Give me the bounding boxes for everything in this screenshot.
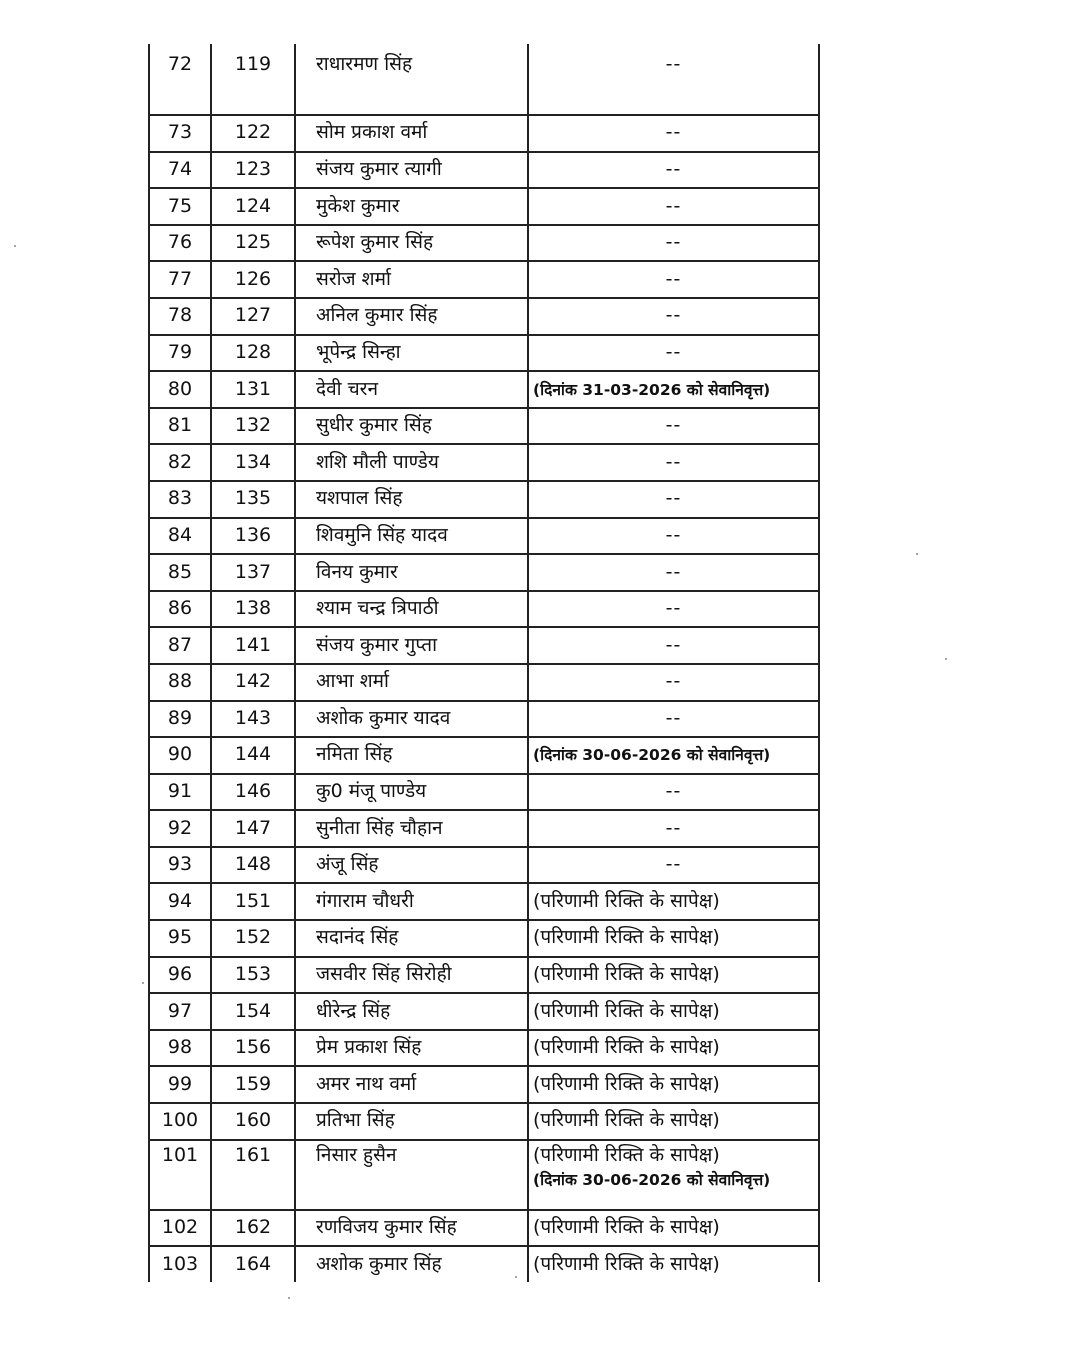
table-row — [149, 920, 819, 957]
remark-cell — [528, 701, 819, 738]
id-number-cell: 161 — [211, 1140, 295, 1210]
remark-text: (परिणामी रिक्ति के सापेक्ष) — [533, 1143, 720, 1166]
serial-number-cell: 72 — [149, 44, 211, 115]
id-number-cell: 131 — [211, 371, 295, 408]
name-cell: अमर नाथ वर्मा — [295, 1066, 528, 1103]
serial-number-cell: 87 — [149, 627, 211, 664]
remark-cell — [528, 1103, 819, 1140]
table-row — [149, 225, 819, 262]
id-number-cell: 141 — [211, 627, 295, 664]
name-cell: मुकेश कुमार — [295, 188, 528, 225]
remark-text: (परिणामी रिक्ति के सापेक्ष) — [533, 1252, 720, 1275]
table-row — [149, 701, 819, 738]
remark-cell — [528, 261, 819, 298]
table-row — [149, 444, 819, 481]
table-row — [149, 591, 819, 628]
id-number-cell: 123 — [211, 152, 295, 189]
table-row — [149, 298, 819, 335]
retirement-note: (दिनांक 30-06-2026 को सेवानिवृत्त) — [533, 1171, 771, 1190]
name-cell: गंगाराम चौधरी — [295, 883, 528, 920]
id-number-cell: 159 — [211, 1066, 295, 1103]
id-number-cell: 160 — [211, 1103, 295, 1140]
remark-text: (परिणामी रिक्ति के सापेक्ष) — [533, 1216, 720, 1238]
id-number-cell: 124 — [211, 188, 295, 225]
serial-number-cell: 101 — [149, 1140, 211, 1210]
scan-speck — [14, 245, 16, 247]
table-row — [149, 847, 819, 884]
name-cell: अनिल कुमार सिंह — [295, 298, 528, 335]
remark-cell — [528, 957, 819, 994]
serial-number-cell: 86 — [149, 591, 211, 628]
remark-text: -- — [665, 633, 682, 656]
table-row — [149, 993, 819, 1030]
scan-speck — [515, 1276, 517, 1278]
name-cell: विनय कुमार — [295, 554, 528, 591]
id-number-cell: 126 — [211, 261, 295, 298]
serial-number-cell: 94 — [149, 883, 211, 920]
serial-number-cell: 102 — [149, 1210, 211, 1247]
remark-cell — [528, 883, 819, 920]
remark-text: -- — [665, 157, 682, 180]
id-number-cell: 134 — [211, 444, 295, 481]
table-row — [149, 774, 819, 811]
table-row — [149, 1246, 819, 1282]
name-cell: संजय कुमार गुप्ता — [295, 627, 528, 664]
table-row — [149, 810, 819, 847]
remark-text: -- — [665, 121, 682, 144]
name-cell: शशि मौली पाण्डेय — [295, 444, 528, 481]
id-number-cell: 132 — [211, 408, 295, 445]
serial-number-cell: 96 — [149, 957, 211, 994]
remark-text: -- — [665, 267, 682, 290]
table-row — [149, 152, 819, 189]
roster-table-body — [149, 44, 819, 1282]
id-number-cell: 152 — [211, 920, 295, 957]
remark-cell — [528, 335, 819, 372]
id-number-cell: 146 — [211, 774, 295, 811]
name-cell: सुनीता सिंह चौहान — [295, 810, 528, 847]
serial-number-cell: 83 — [149, 481, 211, 518]
id-number-cell: 148 — [211, 847, 295, 884]
serial-number-cell: 78 — [149, 298, 211, 335]
serial-number-cell: 88 — [149, 664, 211, 701]
name-cell: श्याम चन्द्र त्रिपाठी — [295, 591, 528, 628]
name-cell: धीरेन्द्र सिंह — [295, 993, 528, 1030]
id-number-cell: 144 — [211, 737, 295, 774]
serial-number-cell: 84 — [149, 518, 211, 555]
name-cell: राधारमण सिंह — [295, 44, 528, 115]
remark-cell — [528, 1246, 819, 1282]
serial-number-cell: 85 — [149, 554, 211, 591]
name-cell: अशोक कुमार सिंह — [295, 1246, 528, 1282]
remark-text: (दिनांक 31-03-2026 को सेवानिवृत्त) — [533, 380, 771, 399]
remark-cell — [528, 188, 819, 225]
remark-text: (परिणामी रिक्ति के सापेक्ष) — [533, 1109, 720, 1132]
serial-number-cell: 99 — [149, 1066, 211, 1103]
table-row — [149, 188, 819, 225]
remark-text: (परिणामी रिक्ति के सापेक्ष) — [533, 999, 720, 1022]
table-row — [149, 481, 819, 518]
remark-text: -- — [665, 450, 682, 473]
remark-text: (परिणामी रिक्ति के सापेक्ष) — [533, 889, 720, 912]
table-row — [149, 1103, 819, 1140]
remark-text: -- — [665, 340, 682, 363]
table-row — [149, 664, 819, 701]
remark-cell — [528, 1140, 819, 1210]
id-number-cell: 154 — [211, 993, 295, 1030]
remark-text: (परिणामी रिक्ति के सापेक्ष) — [533, 926, 720, 949]
serial-number-cell: 82 — [149, 444, 211, 481]
id-number-cell: 142 — [211, 664, 295, 701]
serial-number-cell: 103 — [149, 1246, 211, 1282]
name-cell: रणविजय कुमार सिंह — [295, 1210, 528, 1247]
remark-text: -- — [665, 853, 682, 876]
name-cell: सदानंद सिंह — [295, 920, 528, 957]
id-number-cell: 127 — [211, 298, 295, 335]
table-row — [149, 1140, 819, 1210]
name-cell: प्रतिभा सिंह — [295, 1103, 528, 1140]
remark-cell — [528, 847, 819, 884]
table-row — [149, 44, 819, 115]
id-number-cell: 136 — [211, 518, 295, 555]
id-number-cell: 128 — [211, 335, 295, 372]
table-row — [149, 554, 819, 591]
name-cell: अंजू सिंह — [295, 847, 528, 884]
remark-cell — [528, 774, 819, 811]
id-number-cell: 119 — [211, 44, 295, 115]
remark-cell — [528, 554, 819, 591]
remark-text: -- — [665, 194, 682, 217]
name-cell: अशोक कुमार यादव — [295, 701, 528, 738]
remark-text: -- — [665, 597, 682, 620]
serial-number-cell: 74 — [149, 152, 211, 189]
remark-text: -- — [665, 706, 682, 729]
scan-speck — [945, 658, 947, 660]
remark-text: -- — [665, 414, 682, 437]
remark-text: -- — [665, 304, 682, 327]
remark-cell — [528, 1030, 819, 1067]
name-cell: यशपाल सिंह — [295, 481, 528, 518]
name-cell: नमिता सिंह — [295, 737, 528, 774]
serial-number-cell: 98 — [149, 1030, 211, 1067]
remark-cell — [528, 627, 819, 664]
remark-cell — [528, 408, 819, 445]
table-row — [149, 518, 819, 555]
remark-cell — [528, 664, 819, 701]
serial-number-cell: 90 — [149, 737, 211, 774]
remark-text: -- — [665, 670, 682, 693]
id-number-cell: 138 — [211, 591, 295, 628]
roster-table — [148, 44, 820, 1282]
serial-number-cell: 93 — [149, 847, 211, 884]
name-cell: रूपेश कुमार सिंह — [295, 225, 528, 262]
remark-cell — [528, 737, 819, 774]
remark-cell — [528, 993, 819, 1030]
name-cell: प्रेम प्रकाश सिंह — [295, 1030, 528, 1067]
table-row — [149, 1210, 819, 1247]
id-number-cell: 162 — [211, 1210, 295, 1247]
name-cell: निसार हुसैन — [295, 1140, 528, 1210]
remark-text: -- — [665, 780, 682, 803]
id-number-cell: 125 — [211, 225, 295, 262]
remark-text: -- — [665, 487, 682, 510]
remark-cell — [528, 444, 819, 481]
name-cell: आभा शर्मा — [295, 664, 528, 701]
remark-text: (दिनांक 30-06-2026 को सेवानिवृत्त) — [533, 746, 771, 765]
scan-speck — [916, 553, 918, 555]
table-row — [149, 883, 819, 920]
serial-number-cell: 79 — [149, 335, 211, 372]
serial-number-cell: 97 — [149, 993, 211, 1030]
name-cell: भूपेन्द्र सिन्हा — [295, 335, 528, 372]
scan-speck — [142, 982, 144, 984]
remark-cell — [528, 481, 819, 518]
scan-speck — [288, 1297, 290, 1299]
id-number-cell: 156 — [211, 1030, 295, 1067]
name-cell: जसवीर सिंह सिरोही — [295, 957, 528, 994]
id-number-cell: 147 — [211, 810, 295, 847]
id-number-cell: 122 — [211, 115, 295, 152]
remark-cell — [528, 115, 819, 152]
table-row — [149, 371, 819, 408]
remark-cell — [528, 810, 819, 847]
serial-number-cell: 95 — [149, 920, 211, 957]
id-number-cell: 153 — [211, 957, 295, 994]
id-number-cell: 137 — [211, 554, 295, 591]
table-row — [149, 737, 819, 774]
table-row — [149, 1066, 819, 1103]
remark-text: -- — [665, 231, 682, 254]
serial-number-cell: 73 — [149, 115, 211, 152]
table-row — [149, 408, 819, 445]
serial-number-cell: 89 — [149, 701, 211, 738]
id-number-cell: 135 — [211, 481, 295, 518]
id-number-cell: 164 — [211, 1246, 295, 1282]
remark-cell — [528, 44, 819, 115]
id-number-cell: 143 — [211, 701, 295, 738]
remark-cell — [528, 225, 819, 262]
remark-text: (परिणामी रिक्ति के सापेक्ष) — [533, 1072, 720, 1095]
name-cell: संजय कुमार त्यागी — [295, 152, 528, 189]
table-row — [149, 1030, 819, 1067]
serial-number-cell: 80 — [149, 371, 211, 408]
table-row — [149, 335, 819, 372]
remark-cell — [528, 152, 819, 189]
remark-cell — [528, 298, 819, 335]
table-row — [149, 115, 819, 152]
name-cell: सोम प्रकाश वर्मा — [295, 115, 528, 152]
id-number-cell: 151 — [211, 883, 295, 920]
remark-cell — [528, 1066, 819, 1103]
table-row — [149, 261, 819, 298]
name-cell: सुधीर कुमार सिंह — [295, 408, 528, 445]
remark-cell — [528, 920, 819, 957]
serial-number-cell: 76 — [149, 225, 211, 262]
table-row — [149, 957, 819, 994]
serial-number-cell: 77 — [149, 261, 211, 298]
remark-text: -- — [665, 560, 682, 583]
remark-cell — [528, 1210, 819, 1247]
serial-number-cell: 75 — [149, 188, 211, 225]
remark-cell — [528, 518, 819, 555]
name-cell: देवी चरन — [295, 371, 528, 408]
remark-text: (परिणामी रिक्ति के सापेक्ष) — [533, 1036, 720, 1059]
remark-text: (परिणामी रिक्ति के सापेक्ष) — [533, 963, 720, 986]
remark-text: -- — [665, 53, 682, 75]
remark-cell — [528, 591, 819, 628]
name-cell: कु0 मंजू पाण्डेय — [295, 774, 528, 811]
name-cell: शिवमुनि सिंह यादव — [295, 518, 528, 555]
name-cell: सरोज शर्मा — [295, 261, 528, 298]
serial-number-cell: 92 — [149, 810, 211, 847]
remark-cell — [528, 371, 819, 408]
remark-text: -- — [665, 816, 682, 839]
remark-text: -- — [665, 523, 682, 546]
serial-number-cell: 100 — [149, 1103, 211, 1140]
table-row — [149, 627, 819, 664]
serial-number-cell: 81 — [149, 408, 211, 445]
serial-number-cell: 91 — [149, 774, 211, 811]
